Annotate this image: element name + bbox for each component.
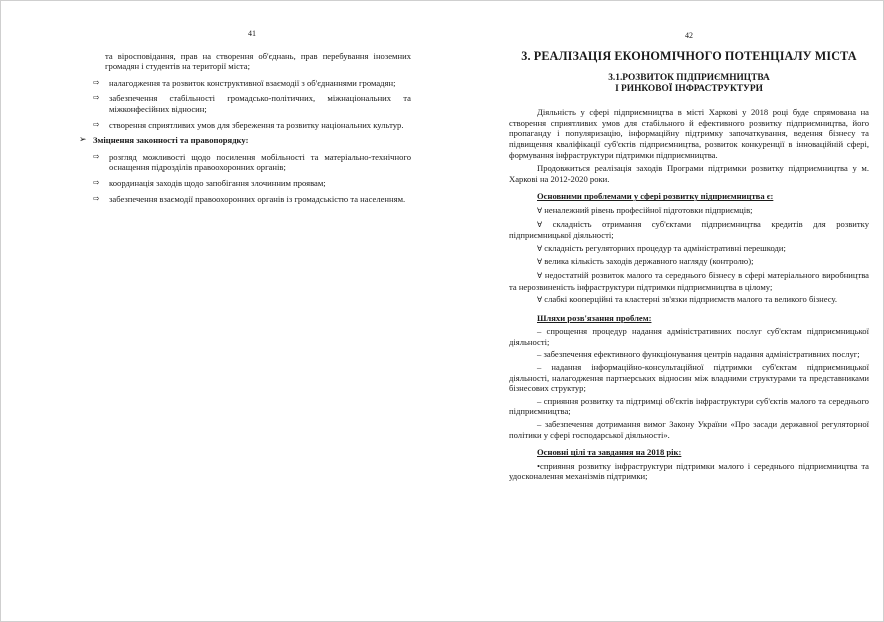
solutions-heading: Шляхи розв'язання проблем: xyxy=(537,312,652,323)
list-item: ⇨ координація заходів щодо запобігання злочинним проявам; xyxy=(93,177,326,188)
problems-heading: Основними проблемами у сфері розвитку підприємництва є: xyxy=(537,191,774,202)
check-icon: ∀ xyxy=(537,257,543,267)
chapter-title: 3. РЕАЛІЗАЦІЯ ЕКОНОМІЧНОГО ПОТЕНЦІАЛУ МІСТА xyxy=(521,48,857,63)
check-icon: ∀ xyxy=(537,243,543,253)
list-item: ∀ складність регуляторних процедур та адміністративні перешкоди; xyxy=(537,242,786,253)
arrow-icon: ⇨ xyxy=(93,177,100,187)
page-number-right: 42 xyxy=(685,31,693,40)
arrow-icon: ⇨ xyxy=(93,193,100,203)
list-item: – надання інформаційно-консультаційної підтримки суб'єктам підприємницької діяльності, налагодження партнерських відносин між владними структурами та представниками бізнесових структур; xyxy=(509,362,869,394)
list-item: ⇨ розгляд можливості щодо посилення мобільності та матеріально-технічного оснащення підрозділів правоохоронних органів; xyxy=(93,151,411,173)
right-page xyxy=(457,1,884,621)
paragraph: Діяльність у сфері підприємництва в місті Харкові у 2018 році буде спрямована на створення сприятливих умов для стабільного й ефективного розвитку підприємництва, його пропаганду і популяризацію, інформаційну підтримку започаткування, ведення бізнесу та підвищення кваліфікації суб'єктів підприємництва, розвиток конкуренції в інноваційній сфері, формування інфраструктури підтримки підприємництва. xyxy=(509,107,869,160)
check-icon: ∀ xyxy=(537,219,543,229)
bullet-marker: • xyxy=(537,460,541,471)
page-number-left: 41 xyxy=(248,29,256,38)
list-item: ∀ неналежний рівень професійної підготовки підприємців; xyxy=(537,204,753,215)
list-item: – спрощення процедур надання адміністративних послуг суб'єктам підприємницької діяльності; xyxy=(509,326,869,347)
list-item: ∀ велика кількість заходів державного нагляду (контролю); xyxy=(537,256,754,267)
arrow-icon: ⇨ xyxy=(93,93,100,103)
arrow-icon: ⇨ xyxy=(93,77,100,87)
arrow-icon: ⇨ xyxy=(93,119,100,129)
check-icon: ∀ xyxy=(537,295,543,305)
list-item: ∀ недостатній розвиток малого та середнього бізнесу в сфері матеріального виробництва та нерозвиненість інфраструктури підтримки підприємництва в цілому; xyxy=(509,269,870,292)
list-item: – забезпечення дотримання вимог Закону України «Про засади державної регуляторної політики у сфері господарської діяльності». xyxy=(509,419,869,440)
check-icon: ∀ xyxy=(537,270,543,280)
list-item: ⇨ налагодження та розвиток конструктивної взаємодії з об'єднаннями громадян; xyxy=(93,77,396,88)
list-item: •сприяння розвитку інфраструктури підтримки малого і середнього підприємництва та удосконалення механізмів підтримки; xyxy=(509,460,869,482)
list-item: – сприяння розвитку та підтримці об'єктів інфраструктури суб'єктів малого та середнього підприємництва; xyxy=(509,395,869,417)
section-title: 3.1.РОЗВИТОК ПІДПРИЄМНИЦТВА І РИНКОВОЇ ІНФРАСТРУКТУРИ xyxy=(608,73,770,95)
dash-marker: – xyxy=(537,326,542,337)
list-item: ⇨ створення сприятливих умов для збереження та розвитку національних культур. xyxy=(93,119,404,130)
left-page xyxy=(1,1,441,621)
list-item: ∀ слабкі кооперційні та кластерні зв'язки підприємств малого та великого бізнесу. xyxy=(537,294,838,305)
goals-heading: Основні цілі та завдання на 2018 рік: xyxy=(537,447,682,458)
triangle-bullet-icon: ➢ xyxy=(79,135,87,146)
arrow-icon: ⇨ xyxy=(93,151,100,161)
continuation-text: та віросповідання, прав на створення об'єднань, прав перебування іноземних громадян і студентів на території міста; xyxy=(105,50,411,72)
dash-marker: – xyxy=(537,362,542,373)
check-icon: ∀ xyxy=(537,205,543,215)
paragraph: Продовжиться реалізація заходів Програми підтримки розвитку підприємництва у м. Харкові на 2012-2020 роки. xyxy=(509,163,869,184)
dash-marker: – xyxy=(537,419,542,430)
list-item: ⇨ забезпечення стабільності громадсько-політичних, міжнаціональних та міжконфесійних відносин; xyxy=(93,93,411,114)
list-item: – забезпечення ефективного функціонування центрів надання адміністративних послуг; xyxy=(537,349,860,360)
list-item: ∀ складність отримання суб'єктами підприємництва кредитів для розвитку підприємницької діяльності; xyxy=(509,218,869,241)
list-item: ⇨ забезпечення взаємодії правоохоронних органів із громадськістю та населенням. xyxy=(93,193,406,204)
dash-marker: – xyxy=(537,349,542,360)
dash-marker: – xyxy=(537,395,542,406)
section-heading: ➢ Зміцнення законності та правопорядку: xyxy=(79,135,249,146)
